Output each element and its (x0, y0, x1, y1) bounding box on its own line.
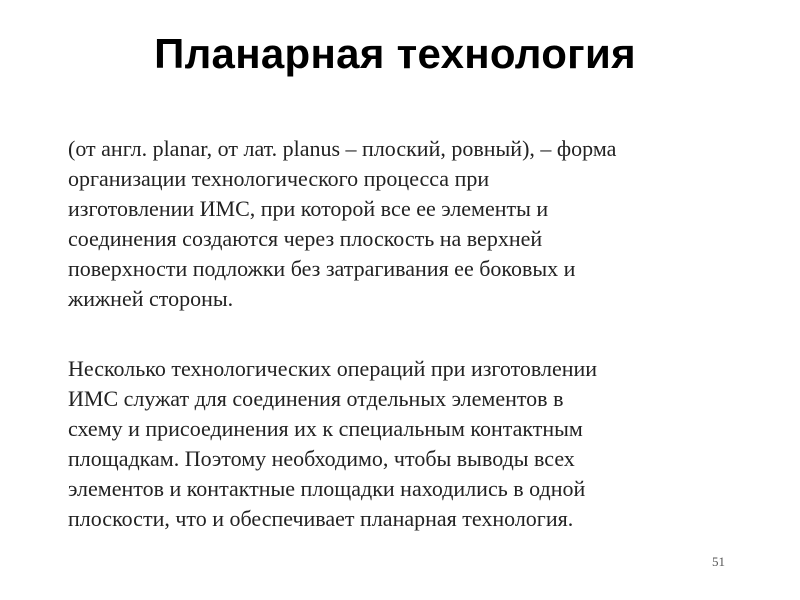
text-line: схему и присоединения их к специальным контактным (68, 416, 583, 441)
text-line: ИМС служат для соединения отдельных элементов в (68, 386, 564, 411)
text-line: (от англ. planar, от лат. planus – плоский, ровный), – форма (68, 136, 617, 161)
slide-title: Планарная технология (154, 30, 636, 77)
text-line: организации технологического процесса при (68, 166, 490, 191)
text-line: элементов и контактные площадки находились в одной (68, 476, 586, 501)
text-line: соединения создаются через плоскость на верхней (68, 226, 543, 251)
page-number: 51 (712, 554, 725, 569)
definition-paragraph (68, 134, 748, 314)
text-line: площадкам. Поэтому необходимо, чтобы выводы всех (68, 446, 575, 471)
text-line: поверхности подложки без затрагивания ее боковых и (68, 256, 576, 281)
text-line: Несколько технологических операций при изготовлении (68, 356, 598, 381)
text-line: изготовлении ИМС, при которой все ее элементы и (68, 196, 549, 221)
text-line: жижней стороны. (68, 286, 234, 311)
explanation-paragraph (68, 354, 748, 534)
text-line: плоскости, что и обеспечивает планарная технология. (68, 506, 574, 531)
